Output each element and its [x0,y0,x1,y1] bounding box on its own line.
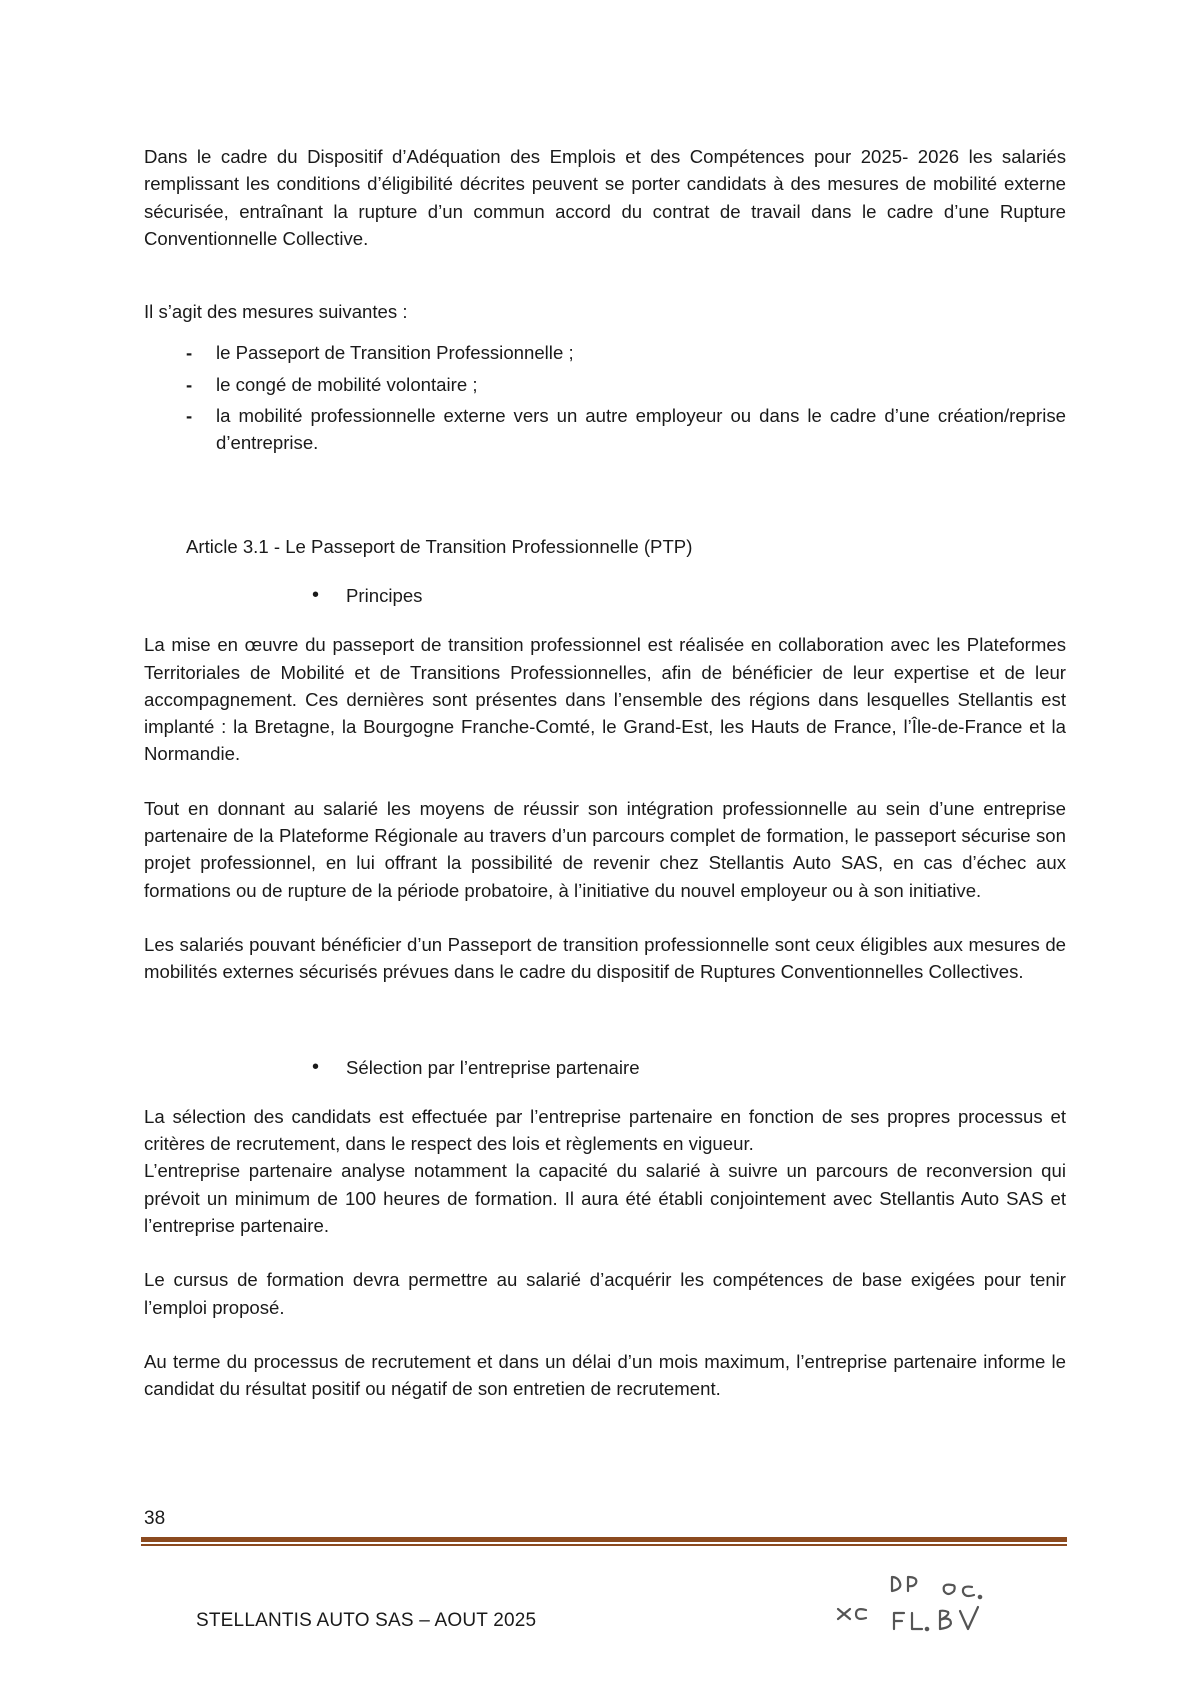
section-heading-selection [144,1054,1066,1081]
bullet-icon: • [312,1055,320,1078]
intro-paragraph: Dans le cadre du Dispositif d’Adéquation des Emplois et des Compétences pour 2025- 2026 les salariés remplissant les conditions d’éligibilité décrites peuvent se porter candidats à des mesures de mobilité externe sécurisée, entraînant la rupture d’un commun accord du contrat de travail dans le cadre d’une Rupture Conventionnelle Collective. [144,146,1066,249]
section-title: Principes [346,584,423,606]
principes-paragraph: Tout en donnant au salarié les moyens de réussir son intégration professionnelle au sein d’une entreprise partenaire de la Plateforme Régionale au travers d’un parcours complet de formation, le passeport sécurise son projet professionnel, en lui offrant la possibilité de revenir chez Stellantis Auto SAS, en cas d’échec aux formations ou de rupture de la période probatoire, à l’initiative du nouvel employeur ou à son initiative. [144,797,1066,901]
handwritten-initials [830,1555,1010,1645]
measure-item: - la mobilité professionnelle externe vers un autre employeur ou dans le cadre d’une création/reprise d’entreprise. [144,402,1066,457]
article-title: Article 3.1 - Le Passeport de Transition Professionnelle (PTP) [186,535,693,557]
selection-paragraph: Au terme du processus de recrutement et dans un délai d’un mois maximum, l’entreprise partenaire informe le candidat du résultat positif ou négatif de son entretien de recrutement. [144,1350,1066,1400]
footer-rule [141,1537,1067,1542]
selection-paragraph: Le cursus de formation devra permettre au salarié d’acquérir les compétences de base exigées pour tenir l’emploi proposé. [144,1269,1066,1318]
section-heading-principes [144,582,1066,609]
footer-rule-thin [141,1544,1067,1546]
principes-paragraph: Les salariés pouvant bénéficier d’un Passeport de transition professionnelle sont ceux éligibles aux mesures de mobilités externes sécurisés prévues dans le cadre du dispositif de Ruptures Conventionnelles Collectives. [144,933,1066,983]
principes-paragraph: La mise en œuvre du passeport de transition professionnel est réalisée en collaboration avec les Plateformes Territoriales de Mobilité et de Transitions Professionnelles, afin de bénéficier de leur expertise et de leur accompagnement. Ces dernières sont présentes dans l’ensemble des régions dans lesquelles Stellantis est implanté : la Bretagne, la Bourgogne Franche-Comté, le Grand-Est, les Hauts de France, l’Île-de-France et la Normandie. [144,634,1066,765]
footer-text: STELLANTIS AUTO SAS – AOUT 2025 [196,1610,537,1631]
bullet-icon: • [312,583,320,606]
selection-paragraph: L’entreprise partenaire analyse notamment la capacité du salarié à suivre un parcours de reconversion qui prévoit un minimum de 100 heures de formation. Il aura été établi conjointement avec Stellantis Auto SAS et l’entreprise partenaire. [144,1160,1066,1237]
measure-item: - le congé de mobilité volontaire ; [144,371,1066,398]
selection-paragraph: La sélection des candidats est effectuée par l’entreprise partenaire en fonction de ses propres processus et critères de recrutement, dans le respect des lois et règlements en vigueur. [144,1105,1066,1155]
measures-list [144,339,1066,456]
page-content [144,143,1066,1403]
measures-intro: Il s’agit des mesures suivantes : [144,301,408,323]
section-title: Sélection par l’entreprise partenaire [346,1056,640,1078]
page-number: 38 [144,1508,166,1529]
measure-item: - le Passeport de Transition Professionnelle ; [144,339,1066,366]
